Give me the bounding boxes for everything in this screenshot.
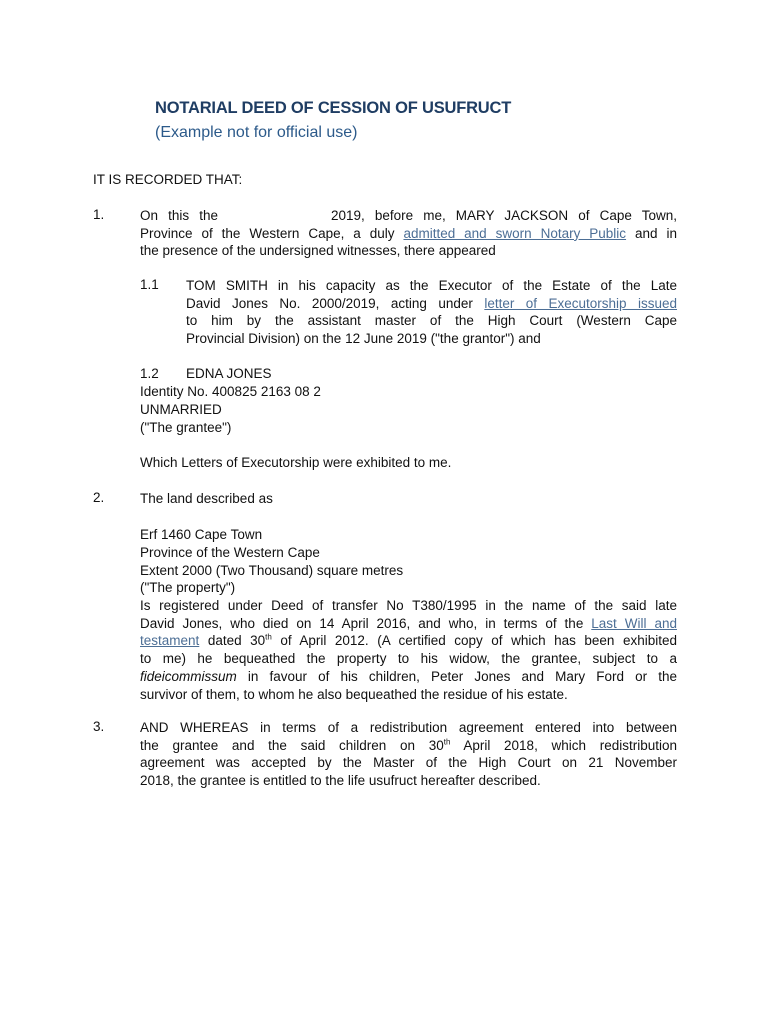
property-erf: Erf 1460 Cape Town bbox=[140, 527, 263, 542]
notary-public-link[interactable]: admitted and sworn Notary Public bbox=[403, 225, 627, 241]
item-3-line1: AND WHEREAS in terms of a redistribution agreement entered into between bbox=[140, 720, 677, 735]
executorship-link[interactable]: letter of Executorship issued bbox=[484, 295, 677, 311]
item-1-line1-post: 2019, before me, MARY JACKSON of Cape Town, bbox=[330, 208, 677, 223]
document-title: NOTARIAL DEED OF CESSION OF USUFRUCT bbox=[155, 99, 512, 117]
registration-line6: survivor of them, to whom he also bequeathed the residue of his estate. bbox=[140, 686, 568, 702]
item-1-line2-post: and in bbox=[635, 225, 677, 241]
registration-line4: to me) he bequeathed the property to his widow, the grantee, subject to a bbox=[140, 651, 677, 667]
item-1-1-number: 1.1 bbox=[140, 277, 159, 292]
item-1-1-line3: to him by the assistant master of the High Court (Western Cape bbox=[186, 313, 677, 329]
registration-line1: Is registered under Deed of transfer No T380/1995 in the name of the said late bbox=[140, 598, 677, 613]
recorded-heading: IT IS RECORDED THAT: bbox=[93, 172, 243, 187]
item-3-number: 3. bbox=[93, 719, 105, 734]
registration-line3-a: dated 30 bbox=[207, 633, 266, 649]
item-3-line2-a: the grantee and the said children on 30 bbox=[140, 737, 444, 753]
item-1-number: 1. bbox=[93, 207, 105, 222]
registration-line3-b: of April 2012. (A certified copy of which has been exhibited bbox=[280, 633, 677, 649]
grantee-identity: Identity No. 400825 2163 08 2 bbox=[140, 384, 321, 399]
item-1-line2-pre: Province of the Western Cape, a duly bbox=[140, 225, 395, 241]
ordinal-suffix: th bbox=[443, 737, 451, 747]
item-3-line2-b: April 2018, which redistribution bbox=[463, 737, 677, 753]
property-province: Province of the Western Cape bbox=[140, 545, 320, 560]
registration-paragraph bbox=[140, 597, 677, 703]
fideicommissum-term: fideicommissum bbox=[140, 668, 237, 684]
item-1-1-paragraph bbox=[186, 277, 677, 348]
grantee-status: UNMARRIED bbox=[140, 402, 222, 417]
item-1-1-line2-pre: David Jones No. 2000/2019, acting under bbox=[186, 295, 473, 311]
item-1-line1-pre: On this the bbox=[140, 208, 218, 223]
registration-line2-pre: David Jones, who died on 14 April 2016, and who, in terms of the bbox=[140, 615, 584, 631]
item-3-line4: 2018, the grantee is entitled to the life usufruct hereafter described. bbox=[140, 773, 541, 789]
item-1-2-number: 1.2 bbox=[140, 366, 159, 381]
testament-link[interactable]: testament bbox=[140, 633, 200, 649]
document-subtitle: (Example not for official use) bbox=[155, 124, 358, 141]
last-will-link[interactable]: Last Will and bbox=[591, 615, 677, 631]
item-3-paragraph bbox=[140, 719, 677, 790]
grantee-label: ("The grantee") bbox=[140, 420, 232, 435]
item-1-paragraph bbox=[140, 207, 677, 260]
registration-line5-post: in favour of his children, Peter Jones and Mary Ford or the bbox=[247, 668, 677, 684]
item-1-1-line4: Provincial Division) on the 12 June 2019 ("the grantor") and bbox=[186, 331, 541, 347]
item-1-line3: the presence of the undersigned witnesses, there appeared bbox=[140, 243, 496, 259]
property-label: ("The property") bbox=[140, 580, 236, 595]
item-3-line3: agreement was accepted by the Master of the High Court on 21 November bbox=[140, 755, 677, 771]
grantee-name: EDNA JONES bbox=[186, 366, 272, 381]
ordinal-suffix: th bbox=[265, 632, 272, 642]
land-intro: The land described as bbox=[140, 491, 273, 506]
property-extent: Extent 2000 (Two Thousand) square metres bbox=[140, 563, 404, 578]
exhibited-statement: Which Letters of Executorship were exhibited to me. bbox=[140, 455, 452, 470]
item-1-1-line1: TOM SMITH in his capacity as the Executor of the Estate of the Late bbox=[186, 278, 677, 293]
item-2-number: 2. bbox=[93, 490, 105, 505]
